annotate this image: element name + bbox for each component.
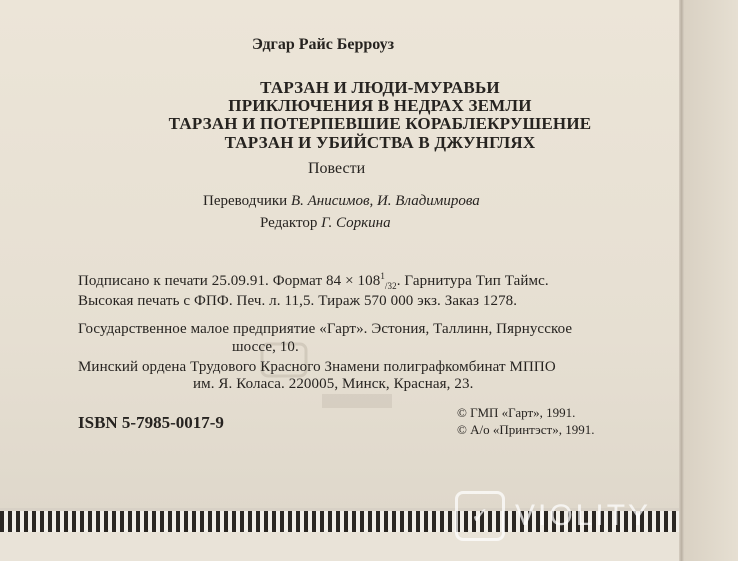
- format-sub: /32: [384, 281, 397, 291]
- adjacent-page-edge: [684, 0, 738, 561]
- editor-label: Редактор: [260, 215, 318, 231]
- imprint-typeface-text: . Гарнитура Тип Таймс.: [396, 273, 549, 289]
- isbn-number: ISBN 5-7985-0017-9: [78, 413, 224, 432]
- translators-line: [203, 193, 480, 210]
- printer-line-2: им. Я. Коласа. 220005, Минск, Красная, 23.: [193, 376, 474, 392]
- violity-watermark: [455, 490, 651, 542]
- genre-label: Повести: [308, 160, 366, 177]
- copyright-2: © А/о «Принтэст», 1991.: [457, 422, 595, 437]
- copyright-1: © ГМП «Гарт», 1991.: [457, 405, 576, 420]
- publisher-line-1: Государственное малое предприятие «Гарт». Эстония, Таллинн, Пярнусское: [78, 321, 573, 337]
- book-title-3: ТАРЗАН И ПОТЕРПЕВШИЕ КОРАБЛЕКРУШЕНИЕ: [168, 114, 592, 133]
- translators-names: В. Анисимов, И. Владимирова: [290, 193, 480, 209]
- format-sup: 1: [380, 271, 385, 281]
- book-title-1: ТАРЗАН И ЛЮДИ-МУРАВЬИ: [260, 78, 500, 97]
- editor-name: Г. Соркина: [321, 215, 391, 231]
- imprint-line-1: [78, 271, 549, 291]
- imprint-line-2: Высокая печать с ФПФ. Печ. л. 11,5. Тираж 570 000 экз. Заказ 1278.: [78, 293, 518, 309]
- editor-line: [260, 215, 391, 232]
- printer-line-1: Минский ордена Трудового Красного Знамени полиграфкомбинат МППО: [78, 359, 556, 375]
- publisher-line-2: шоссе, 10.: [232, 339, 299, 355]
- author-name: Эдгар Райс Берроуз: [252, 36, 395, 53]
- translators-label: Переводчики: [203, 193, 288, 209]
- book-title-2: ПРИКЛЮЧЕНИЯ В НЕДРАХ ЗЕМЛИ: [228, 96, 532, 115]
- watermark-text: VIOLITY: [515, 499, 652, 532]
- violity-logo-icon: ✓: [455, 491, 505, 541]
- imprint-format-text: Подписано к печати 25.09.91. Формат 84 × 108: [78, 273, 381, 289]
- book-title-4: ТАРЗАН И УБИЙСТВА В ДЖУНГЛЯХ: [224, 133, 536, 152]
